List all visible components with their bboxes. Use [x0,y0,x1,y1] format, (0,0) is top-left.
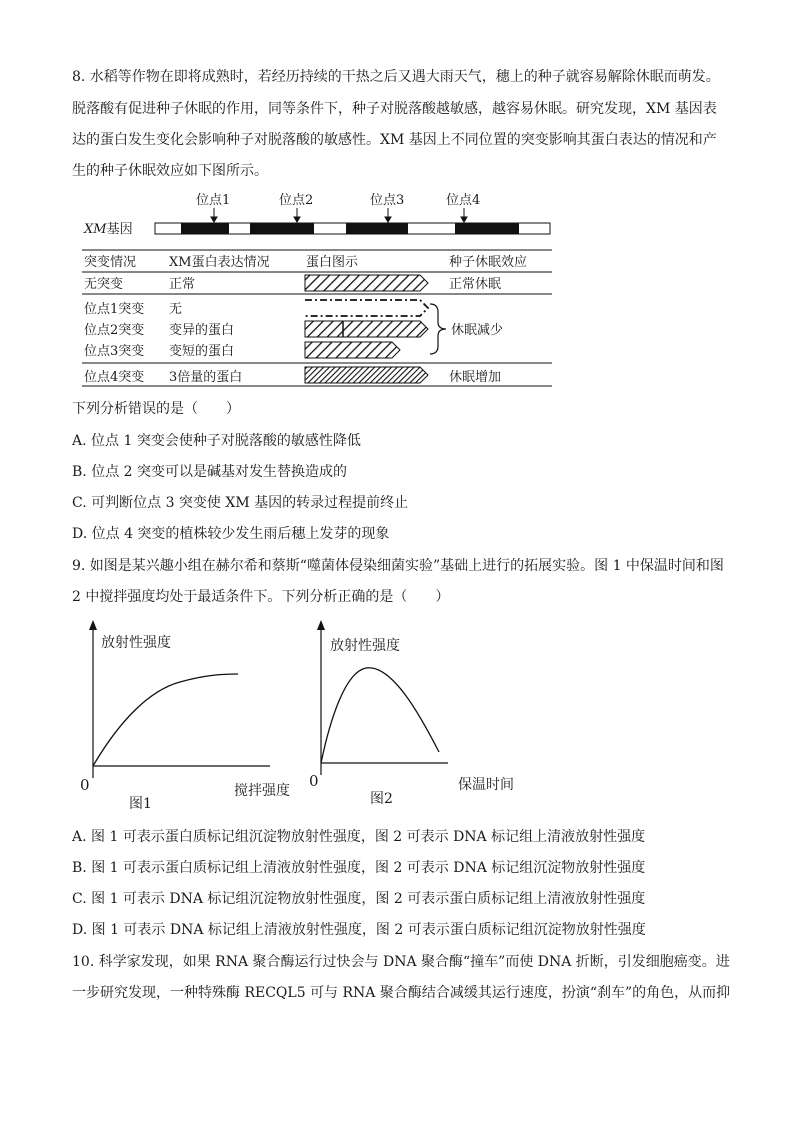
protein-site1-absent [305,300,428,316]
site-label-4: 位点4 [446,193,481,208]
site-label-3: 位点3 [370,193,405,208]
q8-question: 下列分析错误的是（ ） [72,401,240,417]
q8-option-b: B. 位点 2 突变可以是碱基对发生替换造成的 [72,464,347,480]
group-effect: 休眠减少 [451,323,504,338]
protein-site3-short [305,342,400,358]
row-site2-expression: 变异的蛋白 [169,323,235,338]
row-site2-mutation: 位点2突变 [84,323,145,338]
row-site1-mutation: 位点1突变 [84,302,145,317]
site-label-2: 位点2 [279,193,314,208]
row-site1-expression: 无 [169,302,183,317]
row-site4-effect: 休眠增加 [449,370,502,385]
header-dormancy-effect: 种子休眠效应 [449,255,528,270]
q10-line-1: 10. 科学家发现，如果 RNA 聚合酶运行过快会与 DNA 聚合酶“撞车”而使 DNA 折断，引发细胞癌变。进 [72,954,730,970]
figure-1 [80,620,290,812]
q9-option-c: C. 图 1 可表示 DNA 标记组沉淀物放射性强度，图 2 可表示蛋白质标记组上清液放射性强度 [72,891,646,907]
gene-bar [155,223,550,234]
q8-line-1: 8. 水稻等作物在即将成熟时，若经历持续的干热之后又遇大雨天气，穗上的种子就容易解除休眠而萌发。 [72,69,720,85]
row-site4-mutation: 位点4突变 [84,370,145,385]
fig1-origin: 0 [80,776,90,794]
xm-gene-figure [0,0,794,400]
q8-line-3: 达的蛋白发生变化会影响种子对脱落酸的敏感性。XM 基因上不同位置的突变影响其蛋白表达的情况和产 [72,132,717,148]
fig1-caption: 图1 [129,796,152,812]
q8-line-4: 生的种子休眠效应如下图所示。 [72,163,268,179]
q8-option-a: A. 位点 1 突变会使种子对脱落酸的敏感性降低 [72,433,361,449]
row-normal-expression: 正常 [169,277,196,292]
fig2-origin: 0 [309,772,319,790]
q8-line-2: 脱落酸有促进种子休眠的作用，同等条件下，种子对脱落酸越敏感，越容易休眠。研究发现，XM 基因表 [72,101,717,117]
protein-normal [305,275,428,291]
q8-option-c: C. 可判断位点 3 突变使 XM 基因的转录过程提前终止 [72,495,409,511]
site-label-1: 位点1 [196,193,231,208]
q9-line-1: 9. 如图是某兴趣小组在赫尔希和蔡斯“噬菌体侵染细菌实验”基础上进行的拓展实验。图 1 中保温时间和图 [72,558,724,574]
site-arrows [211,208,467,222]
fig1-curve [93,674,238,766]
protein-site2-variant [305,321,428,337]
q9-option-d: D. 图 1 可表示 DNA 标记组上清液放射性强度，图 2 可表示蛋白质标记组沉淀物放射性强度 [72,922,646,938]
row-site3-expression: 变短的蛋白 [169,344,235,359]
fig2-caption: 图2 [370,791,393,807]
row-site3-mutation: 位点3突变 [84,344,145,359]
q10-line-2: 一步研究发现，一种特殊酶 RECQL5 可与 RNA 聚合酶结合减缓其运行速度，扮演“刹车”的角色，从而抑 [72,985,731,1001]
header-expression: XM蛋白表达情况 [169,255,270,270]
fig2-xlabel: 保温时间 [458,777,514,793]
header-mutation: 突变情况 [84,255,137,270]
group-brace [430,304,446,354]
fig1-ylabel: 放射性强度 [101,635,171,651]
q9-line-2: 2 中搅拌强度均处于最适条件下。下列分析正确的是（ ） [72,589,450,605]
row-normal-mutation: 无突变 [84,277,124,292]
fig1-xlabel: 搅拌强度 [234,783,290,799]
header-protein-diagram: 蛋白图示 [306,255,359,270]
figure-2 [309,620,514,807]
gene-label: XM基因 [84,222,133,237]
row-normal-effect: 正常休眠 [449,277,502,292]
fig2-curve [321,668,439,763]
q9-option-b: B. 图 1 可表示蛋白质标记组上清液放射性强度，图 2 可表示 DNA 标记组沉淀物放射性强度 [72,860,646,876]
q8-option-d: D. 位点 4 突变的植株较少发生雨后穗上发芽的现象 [72,526,390,542]
fig2-ylabel: 放射性强度 [330,638,400,654]
table-lines [82,250,552,386]
q9-option-a: A. 图 1 可表示蛋白质标记组沉淀物放射性强度，图 2 可表示 DNA 标记组上清液放射性强度 [72,829,646,845]
protein-site4-triple [305,367,428,383]
row-site4-expression: 3倍量的蛋白 [169,370,243,385]
